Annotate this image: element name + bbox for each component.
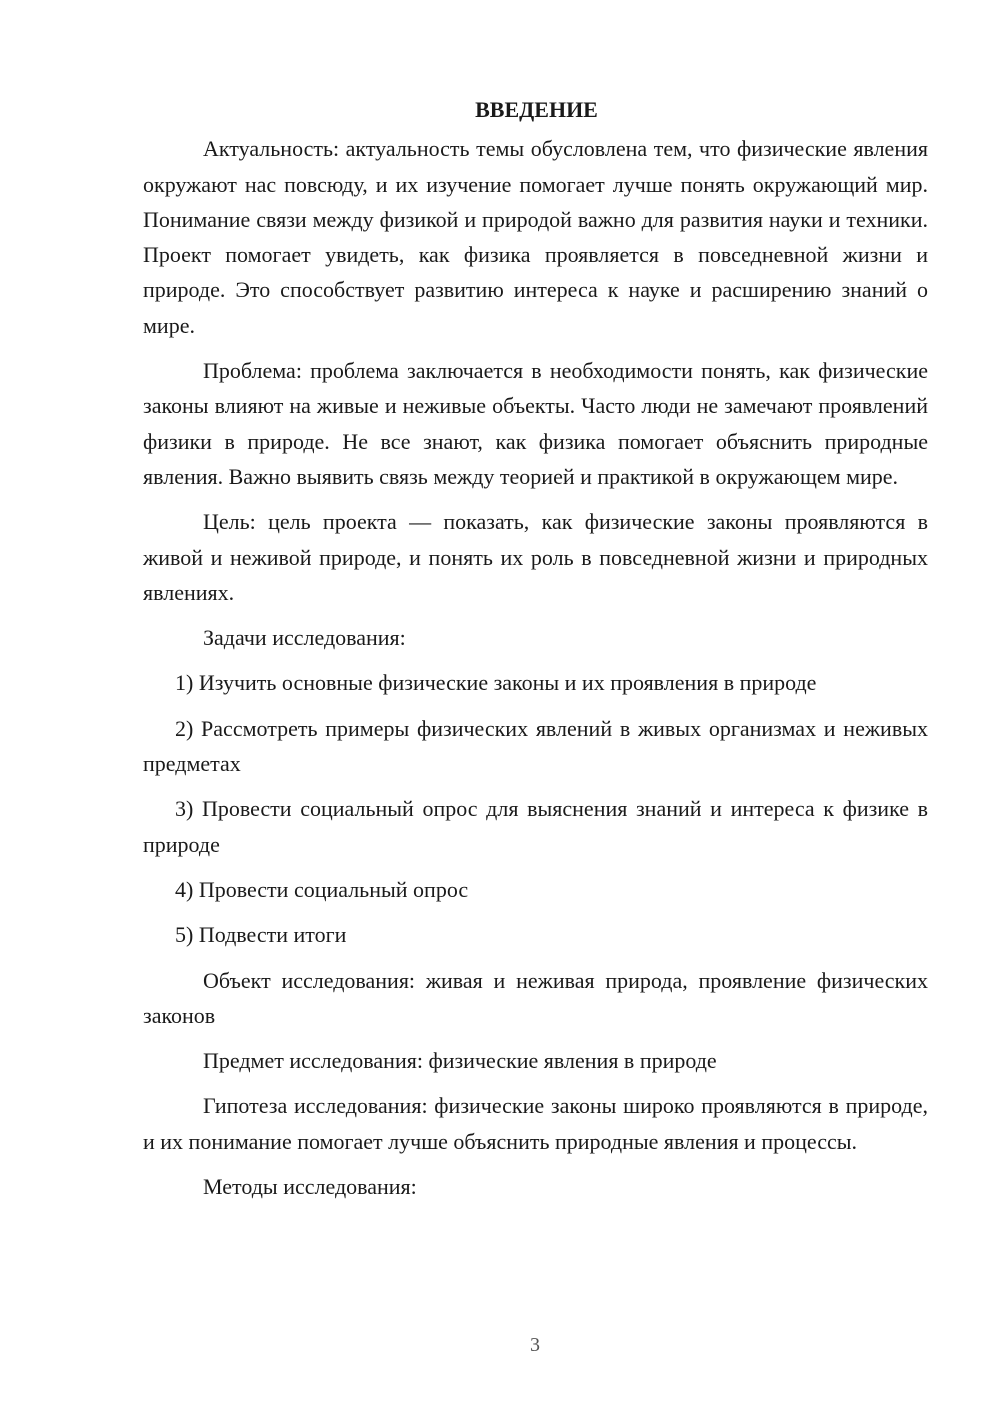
paragraph-subject: Предмет исследования: физические явления в природе (203, 1048, 717, 1074)
paragraph-hypothesis: Гипотеза исследования: физические законы широко проявляются в природе, и их понимание помогает лучше объяснить природные явления и процессы. (143, 1093, 928, 1154)
task-item-3: 3) Провести социальный опрос для выяснения знаний и интереса к физике в природе (143, 796, 928, 857)
paragraph-object: Объект исследования: живая и неживая природа, проявление физических законов (143, 967, 928, 1028)
task-item-1: 1) Изучить основные физические законы и их проявления в природе (175, 670, 817, 696)
paragraph-methods: Методы исследования: (203, 1174, 417, 1200)
paragraph-relevance: Актуальность: актуальность темы обусловлена тем, что физические явления окружают нас повсюду, и их изучение помогает лучше понять окружающий мир. Понимание связи между физикой и природой важно для развития науки и техники. Проект помогает увидеть, как физика проявляется в повседневной жизни и природе. Это способствует развитию интереса к науке и расширению знаний о мире. (143, 136, 928, 338)
page-number: 3 (530, 1334, 540, 1356)
paragraph-goal: Цель: цель проекта — показать, как физические законы проявляются в живой и неживой природе, и понять их роль в повседневной жизни и природных явлениях. (143, 509, 928, 605)
paragraph-problem: Проблема: проблема заключается в необходимости понять, как физические законы влияют на живые и неживые объекты. Часто люди не замечают проявлений физики в природе. Не все знают, как физика помогает объяснить природные явления. Важно выявить связь между теорией и практикой в окружающем мире. (143, 358, 928, 489)
document-page (143, 92, 928, 1214)
task-item-4: 4) Провести социальный опрос (175, 876, 469, 902)
page-title: ВВЕДЕНИЕ (475, 97, 598, 122)
task-item-5: 5) Подвести итоги (175, 922, 347, 948)
task-item-2: 2) Рассмотреть примеры физических явлений в живых организмах и неживых предметах (143, 715, 928, 777)
paragraph-tasks-heading: Задачи исследования: (203, 625, 406, 651)
